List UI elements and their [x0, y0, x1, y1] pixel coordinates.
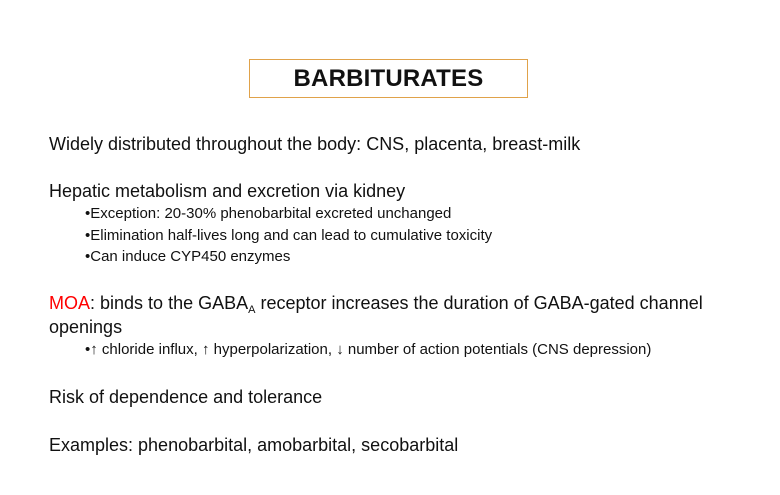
title-box — [249, 59, 528, 98]
metabolism-bullet-half-life: •Elimination half-lives long and can lead to cumulative toxicity — [85, 227, 493, 244]
distribution-line: Widely distributed throughout the body: CNS, placenta, breast-milk — [49, 134, 581, 154]
risk-line: Risk of dependence and tolerance — [49, 387, 323, 407]
moa-continuation: openings — [49, 317, 123, 337]
moa-bullet: •↑ chloride influx, ↑ hyperpolarization, ↓ number of action potentials (CNS depression) — [85, 341, 652, 358]
slide-title: BARBITURATES — [293, 64, 484, 92]
moa-label: MOA — [49, 293, 91, 313]
metabolism-bullet-cyp450: •Can induce CYP450 enzymes — [85, 248, 291, 265]
metabolism-bullet-exception: •Exception: 20-30% phenobarbital excreted unchanged — [85, 205, 452, 222]
moa-text-before: : binds to the GABA — [90, 293, 249, 313]
metabolism-line: Hepatic metabolism and excretion via kidney — [49, 181, 406, 201]
examples-line: Examples: phenobarbital, amobarbital, secobarbital — [49, 435, 459, 455]
gaba-subscript: A — [248, 304, 256, 316]
moa-text-after: receptor increases the duration of GABA-gated channel — [255, 293, 703, 313]
moa-line — [49, 292, 703, 314]
